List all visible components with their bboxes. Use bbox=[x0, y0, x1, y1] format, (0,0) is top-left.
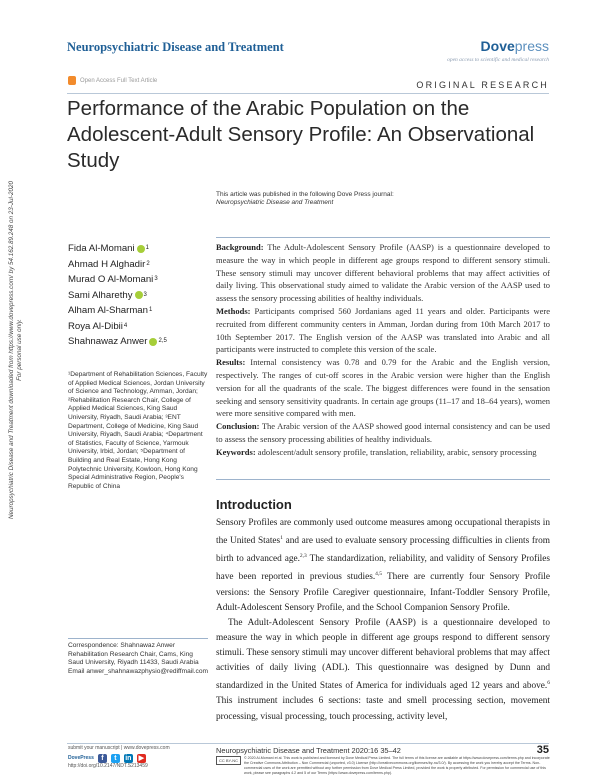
open-access-text: Open Access Full Text Article bbox=[80, 77, 158, 84]
intro-paragraph: Sensory Profiles are commonly used outcome measures among occupational therapists in the United States$^1$ and are used to evaluate sensory processing difficulties in clients from birth to advanced age.$^{2,3}$ The standardization, reliability, and validity of Sensory Profiles have been reported in previous studies.$^{4,5}$ There are currently four Sensory Profile versions: the Sensory Profile Caregiver questionnaire, Infant-Toddler Sensory Profile, Adult-Adolescent Sensory Profile, and the School Companion Sensory Profile. bbox=[216, 518, 551, 613]
abstract-methods: Participants comprised 560 Jordanians aged 11 years and older. Participants were recruited from different community centers in Amman, Jordan during from 10th March 2017 to 10th September 2017. The English version of the AASP was translated into Arabic and all participants were instructed to complete this version of the scale. bbox=[216, 305, 550, 355]
abstract bbox=[216, 237, 550, 459]
abstract-results: Internal consistency was 0.78 and 0.79 for the Arabic and the English version, respectively. The ranges of cut-off scores in the Arabic version were higher than the English version for all the quadrants of the scale. The biggest differences were found in the sensation seeking and sensory sensitivity quadrants. In certain age groups (11–17 and 18–64 years), women were more sensitive compared with men. bbox=[216, 357, 551, 419]
correspondence bbox=[68, 638, 208, 676]
article-title: Performance of the Arabic Population on the Adolescent-Adult Sensory Profile: An Observational Study bbox=[67, 97, 535, 172]
author-name: Sami Alharethy bbox=[68, 289, 133, 301]
author-name: Murad O Al-Momani bbox=[68, 274, 154, 285]
abstract-background: The Adult-Adolescent Sensory Profile (AASP) is a questionnaire developed to measure the way in which people in different age groups respond to different sensory stimuli. These sensory stimuli may uncover different behavioral problems that may affect activities of daily living. This observational study aimed to validate the Arabic version of the AASP used to assess the sensory processing abilities of healthy individuals. bbox=[216, 242, 550, 304]
author[interactable] bbox=[68, 272, 167, 288]
published-note-journal: Neuropsychiatric Disease and Treatment bbox=[216, 199, 334, 206]
correspondence-email[interactable]: Email anwer_shahnawazphysio@rediffmail.com bbox=[68, 667, 208, 675]
author-affil-sup: 2,5 bbox=[158, 338, 167, 344]
submit-manuscript-link[interactable]: submit your manuscript | www.dovepress.com bbox=[68, 745, 170, 751]
youtube-icon[interactable]: ▶ bbox=[138, 755, 145, 762]
footer-journal-citation: Neuropsychiatric Disease and Treatment 2020:16 35–42 bbox=[216, 746, 401, 755]
published-note bbox=[216, 191, 394, 207]
citation[interactable]: 4,5 bbox=[375, 571, 383, 578]
author-affil-sup: 2 bbox=[146, 260, 150, 267]
publisher-logo[interactable] bbox=[481, 38, 549, 54]
abstract-conclusion: The Arabic version of the AASP showed good internal consistency and can be used to assess the sensory processing abilities of healthy individuals. bbox=[216, 421, 550, 444]
footer-links bbox=[68, 745, 170, 770]
abstract-keywords: adolescent/adult sensory profile, translation, reliability, arabic, sensory processing bbox=[257, 446, 537, 457]
watermark-line1: Neuropsychiatric Disease and Treatment downloaded from https://www.dovepress.com/ by 54.162.89.248 on 23-Jul-2020 bbox=[8, 181, 15, 519]
published-note-line1: This article was published in the following Dove Press journal: bbox=[216, 191, 394, 198]
affiliations: ¹Department of Rehabilitation Sciences, Faculty of Applied Medical Sciences, Jordan University of Science and Technology, Amman, Jordan; ²Rehabilitation Research Chair, College of Applied Medical Sciences, King Saud University, Riyadh, Saudi Arabia; ³ENT Department, College of Medicine, King Saud University, Riyadh, Saudi Arabia; ⁴Department of Statistics, Faculty of Science, Yarmouk University, Irbid, Jordan; ⁵Department of Building and Real Estate, Hong Kong Polytechnic University, Kowloon, Hong Kong Special Administrative Region, People's Republic of China bbox=[68, 371, 208, 490]
abstract-results-label: Results: bbox=[216, 357, 246, 368]
author-name: Roya Al-Dibii bbox=[68, 320, 123, 332]
intro-paragraph: The Adult-Adolescent Sensory Profile (AASP) is a questionnaire developed to measure the way in which people in different age groups respond to different sensory stimuli. These sensory stimuli may uncover different behavioral problems that may affect activities of daily living (ADL). This questionnaire was designed by Dunn and standardized in the United States of America for individuals aged 12 years and above.$^6$ This instrument includes 6 sections: taste and smell processing section, movement processing, visual processing, touch processing, activity level, bbox=[216, 617, 550, 722]
watermark-line2: For personal use only. bbox=[16, 319, 23, 381]
author-affil-sup: 4 bbox=[123, 322, 128, 329]
citation[interactable]: 1 bbox=[280, 535, 283, 542]
publisher-logo-b: press bbox=[514, 38, 549, 54]
introduction-body bbox=[216, 516, 550, 725]
citation[interactable]: 6 bbox=[547, 680, 550, 687]
author[interactable] bbox=[68, 303, 167, 319]
open-access-label bbox=[68, 76, 157, 85]
correspondence-label: Correspondence: Shahnawaz Anwer bbox=[68, 642, 176, 649]
author[interactable] bbox=[68, 257, 167, 273]
abstract-conclusion-label: Conclusion: bbox=[216, 421, 260, 432]
open-access-icon bbox=[68, 76, 76, 85]
author-affil-sup: 3 bbox=[154, 276, 158, 282]
author-affil-sup: 3 bbox=[143, 291, 147, 298]
author[interactable] bbox=[68, 288, 167, 304]
abstract-keywords-label: Keywords: bbox=[216, 446, 256, 457]
facebook-icon[interactable]: f bbox=[98, 754, 107, 763]
author-affil-sup: 1 bbox=[145, 245, 149, 251]
publisher-logo-a: Dove bbox=[480, 38, 515, 54]
author[interactable] bbox=[68, 319, 167, 335]
author[interactable] bbox=[68, 334, 167, 350]
publisher-tagline: open access to scientific and medical research bbox=[447, 57, 549, 63]
footer-divider bbox=[67, 743, 549, 744]
doi-link[interactable]: http://doi.org/10.2147/NDT.S213459 bbox=[68, 763, 148, 769]
author-name: Fida Al-Momani bbox=[68, 243, 135, 254]
author-list bbox=[68, 241, 167, 350]
dovepress-link[interactable]: DovePress bbox=[68, 755, 94, 761]
author[interactable] bbox=[68, 241, 167, 257]
license-notice bbox=[216, 756, 550, 776]
author-name: Shahnawaz Anwer bbox=[68, 336, 148, 347]
orcid-icon[interactable] bbox=[149, 338, 157, 346]
abstract-methods-label: Methods: bbox=[216, 305, 251, 316]
social-links bbox=[68, 754, 170, 763]
download-watermark bbox=[8, 130, 24, 570]
cc-license-badge[interactable]: CC BY-NC bbox=[216, 756, 241, 765]
section-heading-introduction: Introduction bbox=[216, 497, 292, 512]
author-affil-sup: 1 bbox=[148, 307, 153, 313]
license-text: © 2020 Al-Momani et al. This work is published and licensed by Dove Medical Press Limited. The full terms of this license are available at https://www.dovepress.com/terms.php and incorporate the Creative Commons Attribution – Non Commercial (unported, v3.0) License (http://creativecommons.org/licenses/by-nc/3.0/). By accessing the work you hereby accept the Terms. Non-commercial uses of the work are permitted without any further permission from Dove Medical Press Limited, provided the work is properly attributed. For permission for commercial use of this work, please see paragraphs 4.2 and 5 of our Terms (https://www.dovepress.com/terms.php). bbox=[243, 756, 550, 775]
author-name: Ahmad H Alghadir bbox=[68, 258, 146, 270]
citation[interactable]: 2,3 bbox=[299, 553, 307, 560]
header-divider bbox=[67, 93, 549, 94]
orcid-icon[interactable] bbox=[137, 245, 145, 253]
abstract-divider bbox=[216, 479, 550, 480]
linkedin-icon[interactable]: in bbox=[125, 755, 132, 762]
correspondence-address: Rehabilitation Research Chair, Cams, King Saud University, Riyadh 11433, Saudi Arabia bbox=[68, 650, 199, 667]
article-type: ORIGINAL RESEARCH bbox=[416, 80, 549, 90]
page-number: 35 bbox=[536, 744, 549, 756]
author-name: Alham Al-Sharman bbox=[68, 305, 148, 316]
twitter-icon[interactable]: t bbox=[111, 754, 120, 763]
abstract-background-label: Background: bbox=[216, 242, 264, 252]
orcid-icon[interactable] bbox=[135, 291, 143, 299]
journal-name: Neuropsychiatric Disease and Treatment bbox=[67, 40, 284, 54]
